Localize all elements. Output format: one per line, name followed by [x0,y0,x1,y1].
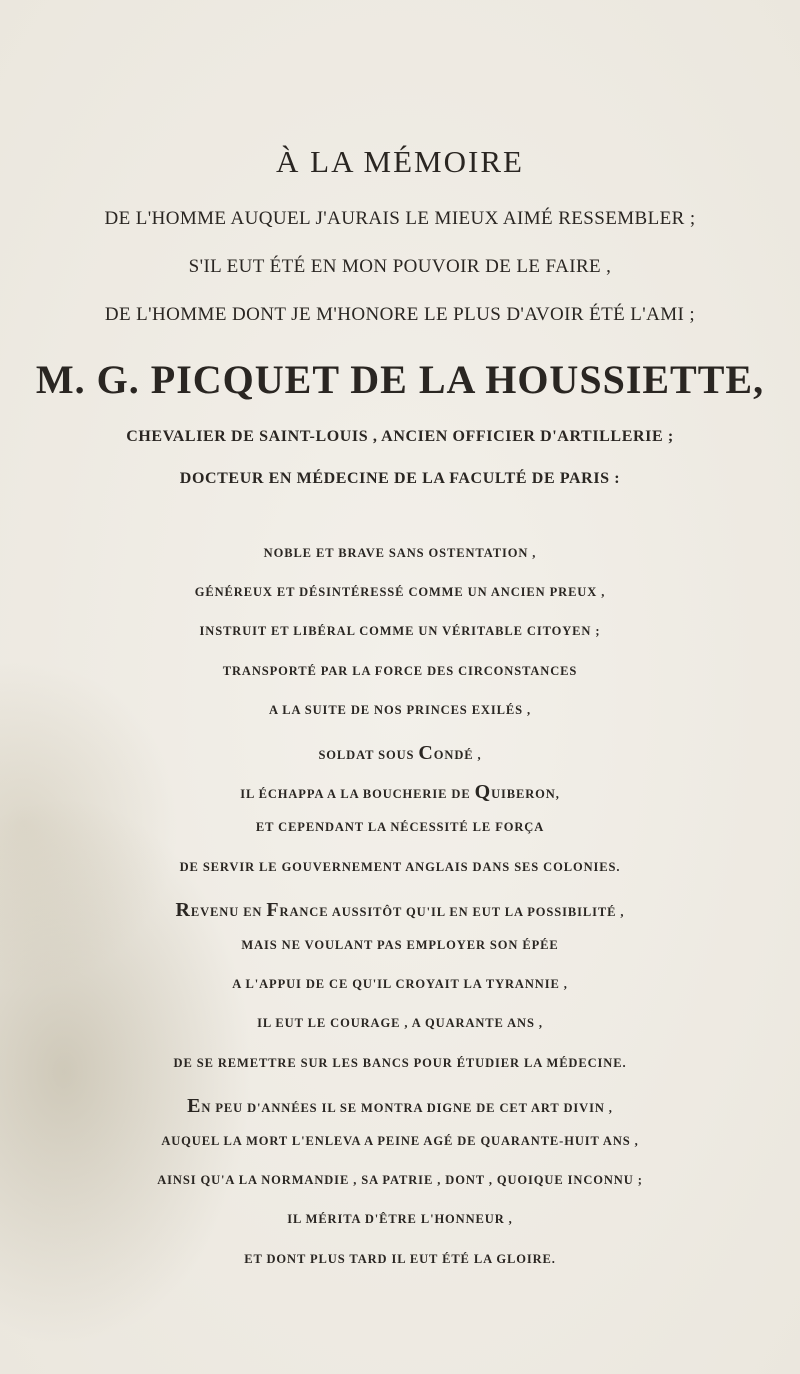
epitaph-line-6: SOLDAT SOUS CONDÉ , [318,742,482,764]
epitaph-line-13: IL EUT LE COURAGE , A QUARANTE ANS , [257,1016,543,1031]
epitaph-line-16: AUQUEL LA MORT L'ENLEVA A PEINE AGÉ DE QUARANTE-HUIT ANS , [161,1134,639,1148]
epitaph-line-9: DE SERVIR LE GOUVERNEMENT ANGLAIS DANS SES COLONIES. [179,859,621,874]
epitaph-line-2: GÉNÉREUX ET DÉSINTÉRESSÉ COMME UN ANCIEN PREUX , [194,585,606,600]
epitaph-line-17: AINSI QU'A LA NORMANDIE , SA PATRIE , DONT , QUOIQUE INCONNU ; [157,1173,643,1188]
epitaph-line-14: DE SE REMETTRE SUR LES BANCS POUR ÉTUDIER LA MÉDECINE. [173,1055,627,1070]
epitaph-line-12: A L'APPUI DE CE QU'IL CROYAIT LA TYRANNIE , [232,977,568,992]
epitaph-line-19: ET DONT PLUS TARD IL EUT ÉTÉ LA GLOIRE. [244,1251,556,1266]
epitaph-line-5: A LA SUITE DE NOS PRINCES EXILÉS , [268,702,532,717]
dedication-line-2: S'IL EUT ÉTÉ EN MON POUVOIR DE LE FAIRE , [188,256,612,277]
epitaph-line-10: REVENU EN FRANCE AUSSITÔT QU'IL EN EUT LA POSSIBILITÉ , [175,898,625,921]
dedication-heading: À LA MÉMOIRE [276,144,524,179]
dedication-line-1: DE L'HOMME AUQUEL J'AURAIS LE MIEUX AIMÉ RESSEMBLER ; [104,208,696,229]
honoree-title-2: DOCTEUR EN MÉDECINE DE LA FACULTÉ DE PARIS : [179,470,621,487]
dedication-line-3: DE L'HOMME DONT JE M'HONORE LE PLUS D'AVOIR ÉTÉ L'AMI ; [104,304,696,325]
epitaph-line-4: TRANSPORTÉ PAR LA FORCE DES CIRCONSTANCES [222,663,578,678]
epitaph-line-7: IL ÉCHAPPA A LA BOUCHERIE DE QUIBERON, [240,781,560,804]
epitaph-line-8: ET CEPENDANT LA NÉCESSITÉ LE FORÇA [255,820,545,835]
honoree-title-1: CHEVALIER DE SAINT-LOUIS , ANCIEN OFFICIER D'ARTILLERIE ; [126,428,674,445]
honoree-name: M. G. PICQUET DE LA HOUSSIETTE, [35,357,765,402]
epitaph-line-11: MAIS NE VOULANT PAS EMPLOYER SON ÉPÉE [241,938,559,952]
epitaph-line-3: INSTRUIT ET LIBÉRAL COMME UN VÉRITABLE CITOYEN ; [199,624,601,639]
epitaph-line-15: EN PEU D'ANNÉES IL SE MONTRA DIGNE DE CET ART DIVIN , [187,1094,613,1117]
epitaph-line-18: IL MÉRITA D'ÊTRE L'HONNEUR , [287,1212,513,1227]
epitaph-line-1: NOBLE ET BRAVE SANS OSTENTATION , [263,546,537,560]
